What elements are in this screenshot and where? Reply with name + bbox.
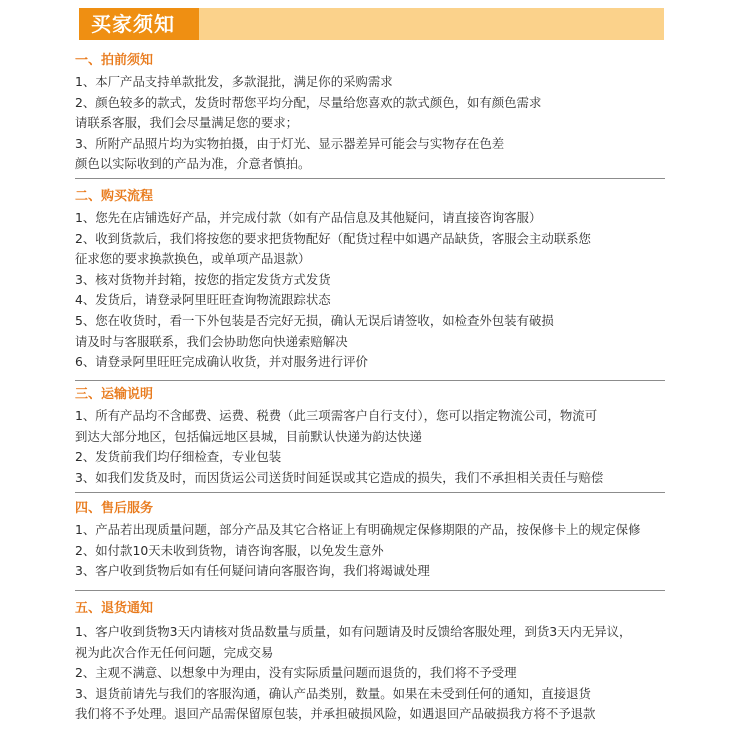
text-line: 2、发货前我们均仔细检查，专业包装: [75, 449, 282, 465]
section-title: 五、退货通知: [75, 601, 154, 616]
text-line: 3、客户收到货物后如有任何疑问请向客服咨询，我们将竭诚处理: [75, 563, 430, 579]
text-line: 2、如付款10天未收到货物，请咨询客服，以免发生意外: [75, 542, 384, 558]
page-title: 买家须知: [91, 12, 175, 36]
text-line: 1、所有产品均不含邮费、运费、税费（此三项需客户自行支付），您可以指定物流公司，物流可: [75, 408, 598, 423]
section-shipping: [75, 386, 675, 488]
text-line: 5、您在收货时，看一下外包装是否完好无损，确认无误后请签收，如检查外包装有破损: [75, 312, 554, 328]
divider: [75, 492, 665, 493]
text-line: 1、客户收到货物3天内请核对货品数量与质量，如有问题请及时反馈给客服处理，到货3天内无异议，: [75, 624, 632, 639]
text-line: 4、发货后，请登录阿里旺旺查询物流跟踪状态: [75, 292, 331, 308]
text-line: 2、收到货款后，我们将按您的要求把货物配好（配货过程中如遇产品缺货，客服会主动联系您: [75, 230, 591, 246]
text-line: 1、产品若出现质量问题，部分产品及其它合格证上有明确规定保修期限的产品，按保修卡上的规定保修: [75, 522, 641, 537]
divider: [75, 590, 665, 591]
divider: [75, 380, 665, 381]
text-line: 2、主观不满意、以想象中为理由，没有实际质量问题而退货的，我们将不予受理: [75, 665, 517, 681]
text-line: 3、如我们发货及时，而因货运公司送货时间延误或其它造成的损失，我们不承担相关责任与赔偿: [75, 469, 604, 485]
text-line: 3、核对货物并封箱，按您的指定发货方式发货: [75, 271, 331, 287]
text-line: 6、请登录阿里旺旺完成确认收货，并对服务进行评价: [75, 354, 368, 370]
text-line: 视为此次合作无任何问题，完成交易: [75, 644, 274, 660]
text-line: 3、退货前请先与我们的客服沟通，确认产品类别，数量。如果在未受到任何的通知，直接退货: [75, 685, 591, 701]
divider: [75, 178, 665, 179]
section-title: 四、售后服务: [75, 501, 154, 516]
text-line: 3、所附产品照片均为实物拍摄，由于灯光、显示器差异可能会与实物存在色差: [75, 135, 505, 151]
text-line: 颜色以实际收到的产品为准，介意者慎拍。: [75, 156, 311, 172]
section-title: 二、购买流程: [75, 189, 154, 204]
section-pre-purchase: [75, 52, 675, 175]
section-purchase-flow: [75, 188, 675, 373]
text-line: 请联系客服，我们会尽量满足您的要求；: [75, 115, 299, 131]
section-after-sales: [75, 500, 675, 582]
section-returns: [75, 600, 675, 725]
text-line: 1、您先在店铺选好产品，并完成付款（如有产品信息及其他疑问，请直接咨询客服）: [75, 210, 542, 225]
section-title: 一、拍前须知: [75, 53, 154, 68]
text-line: 请及时与客服联系，我们会协助您向快递索赔解决: [75, 333, 348, 349]
section-title: 三、运输说明: [75, 387, 154, 402]
text-line: 1、本厂产品支持单款批发，多款混批，满足你的采购需求: [75, 74, 393, 89]
text-line: 2、颜色较多的款式，发货时帮您平均分配，尽量给您喜欢的款式颜色，如有颜色需求: [75, 94, 542, 110]
text-line: 到达大部分地区，包括偏远地区县城，目前默认快递为韵达快递: [75, 428, 422, 444]
text-line: 我们将不予处理。退回产品需保留原包装，并承担破损风险，如遇退回产品破损我方将不予退款: [75, 706, 596, 722]
text-line: 征求您的要求换款换色，或单项产品退款）: [75, 251, 311, 267]
